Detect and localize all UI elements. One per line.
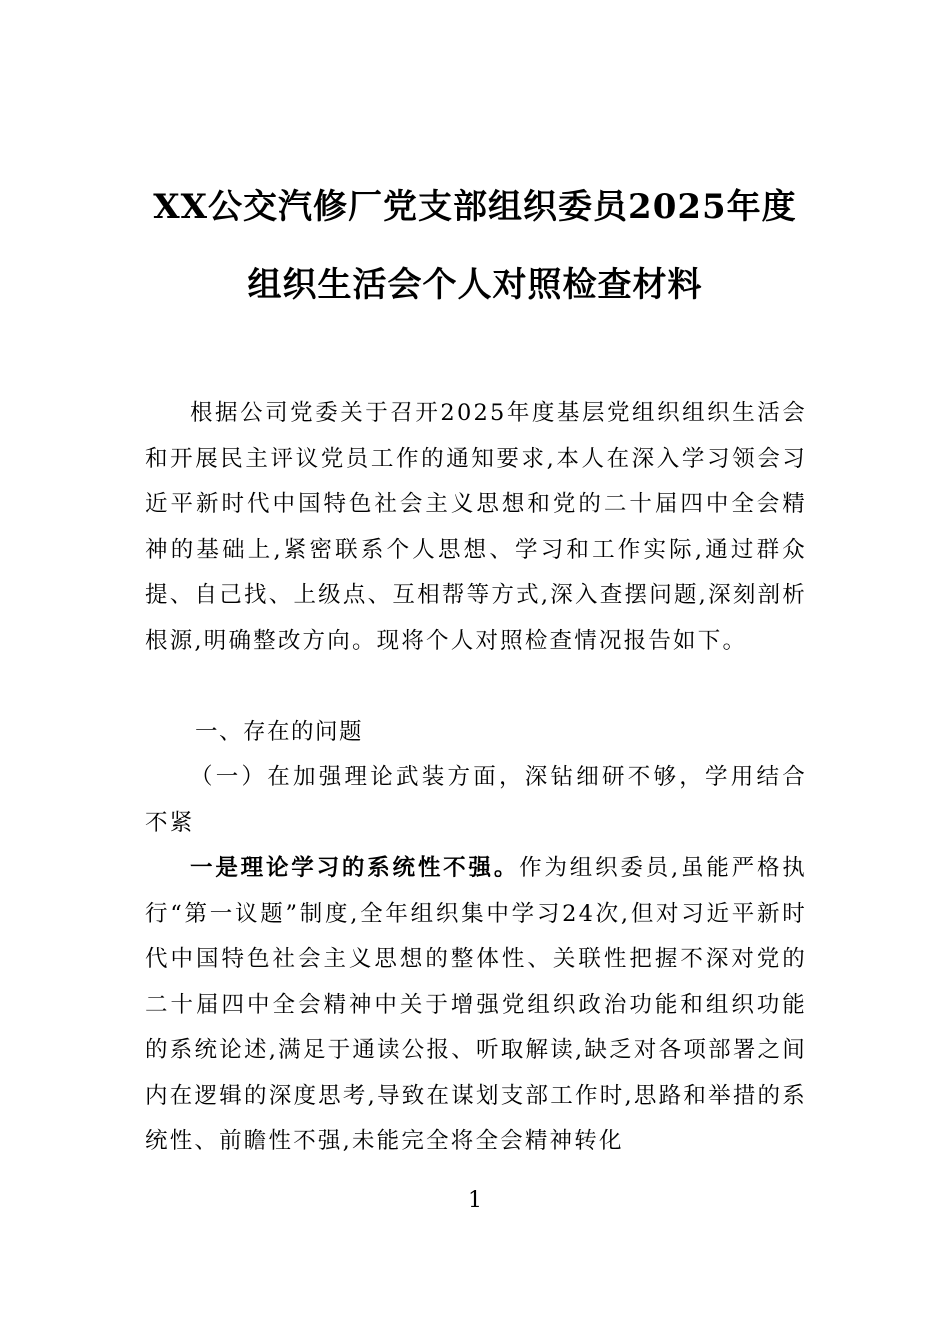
point-paragraph bbox=[145, 846, 807, 1165]
subsection-heading: （一）在加强理论武装方面，深钻细研不够，学用结合不紧 bbox=[145, 764, 807, 836]
point-lead: 一是理论学习的系统性不强。 bbox=[190, 855, 520, 881]
title-line-1: XX公交汽修厂党支部组织委员2025年度 bbox=[153, 187, 797, 227]
document-title bbox=[120, 168, 830, 324]
section-heading: 一、存在的问题 bbox=[195, 719, 364, 745]
point-body: 作为组织委员,虽能严格执行“第一议题”制度,全年组织集中学习24次,但对习近平新时代中国特色社会主义思想的整体性、关联性把握不深对党的二十届四中全会精神中关于增强党组织政治功能和组织功能的系统论述,满足于通读公报、听取解读,缺乏对各项部署之间内在逻辑的深度思考,导致在谋划支部工作时,思路和举措的系统性、前瞻性不强,未能完全将全会精神转化 bbox=[145, 855, 807, 1154]
page-number: 1 bbox=[468, 1188, 482, 1213]
intro-paragraph: 根据公司党委关于召开2025年度基层党组织组织生活会和开展民主评议党员工作的通知要求,本人在深入学习领会习近平新时代中国特色社会主义思想和党的二十届四中全会精神的基础上,紧密联系个人思想、学习和工作实际,通过群众提、自己找、上级点、互相帮等方式,深入查摆问题,深刻剖析根源,明确整改方向。现将个人对照检查情况报告如下。 bbox=[145, 400, 807, 654]
title-line-2: 组织生活会个人对照检查材料 bbox=[247, 265, 703, 305]
